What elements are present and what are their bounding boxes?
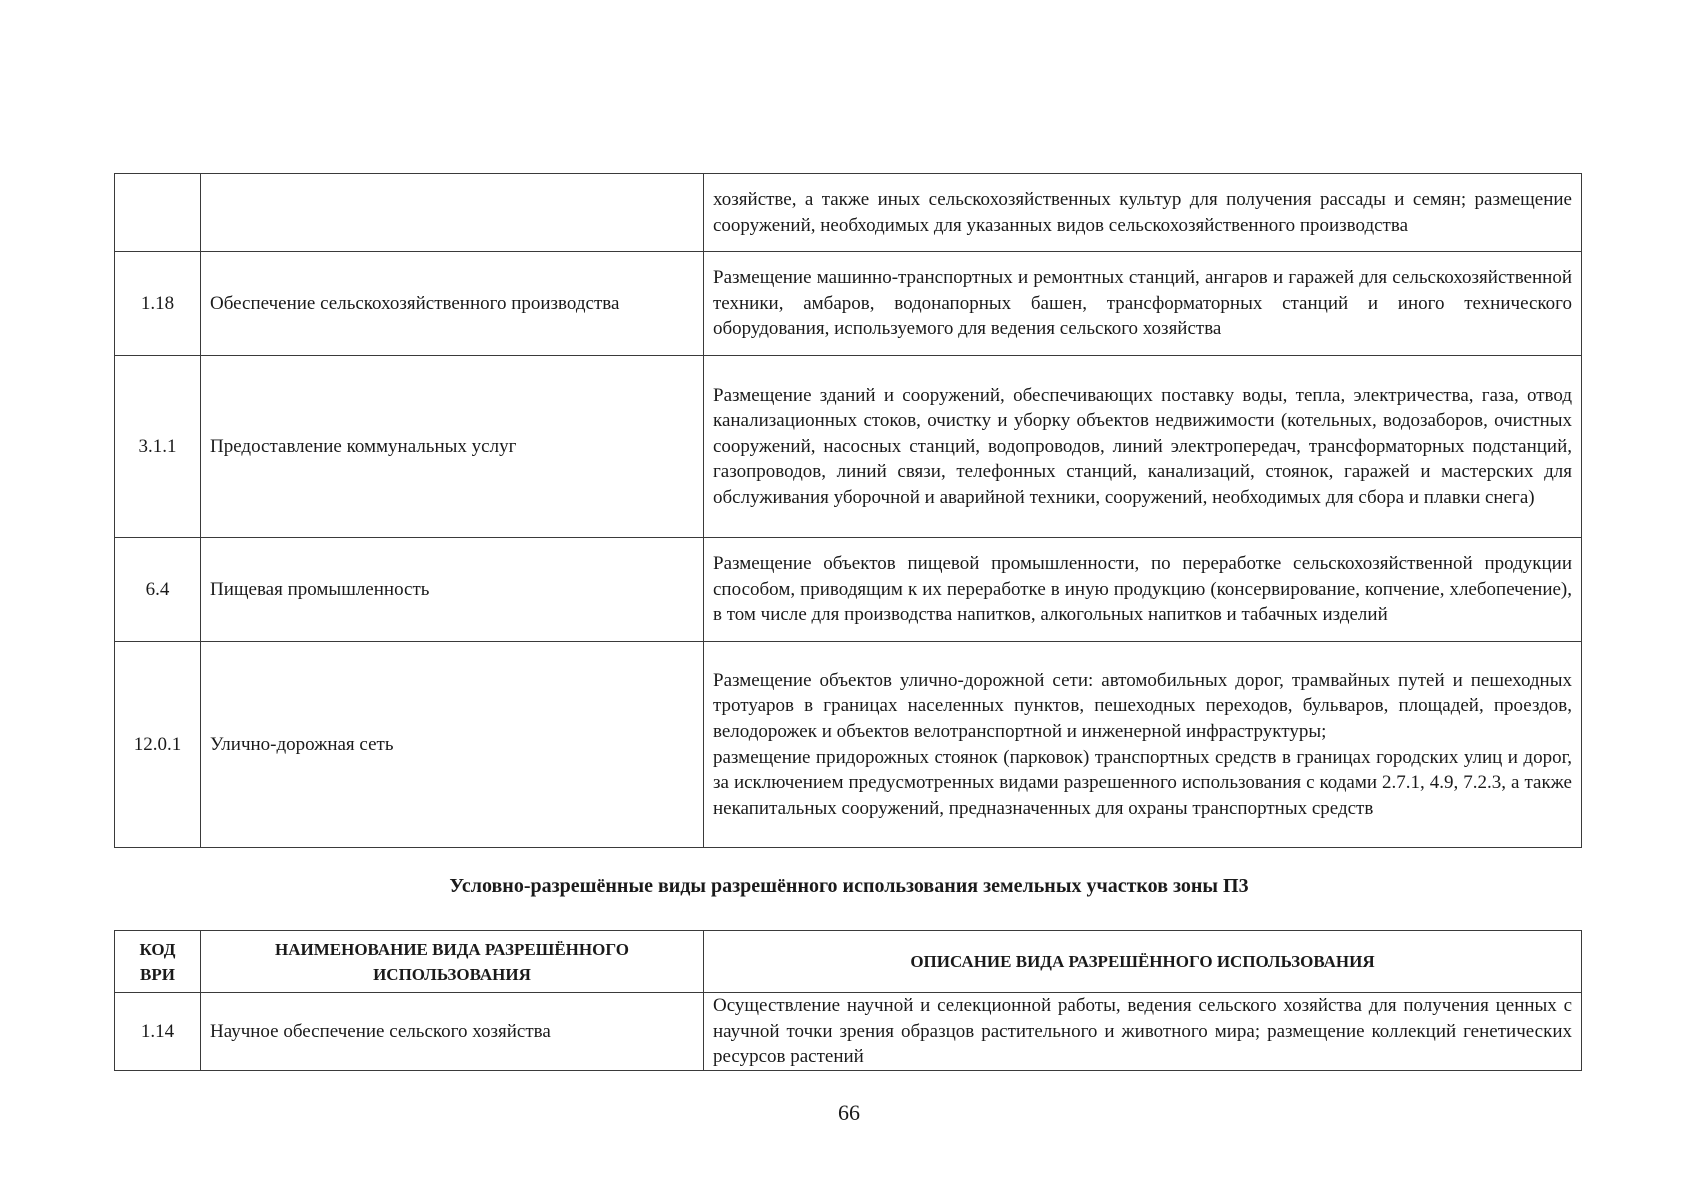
conditional-uses-table-body	[115, 993, 1582, 1071]
description-paragraph: Размещение зданий и сооружений, обеспечивающих поставку воды, тепла, электричества, газа, отвод канализационных стоков, очистку и уборку объектов недвижимости (котельных, водозаборов, очистных сооружений, насосных станций, водопроводов, линий электропередач, трансформаторных подстанций, газопроводов, линий связи, телефонных станций, канализаций, стоянок, гаражей и мастерских для обслуживания уборочной и аварийной техники, сооружений, необходимых для сбора и плавки снега)	[713, 384, 1572, 508]
permitted-uses-table-body	[115, 174, 1582, 848]
row-name: Обеспечение сельскохозяйственного производства	[201, 252, 704, 356]
table-row	[115, 174, 1582, 252]
header-name: НАИМЕНОВАНИЕ ВИДА РАЗРЕШЁННОГО ИСПОЛЬЗОВАНИЯ	[201, 931, 704, 993]
table-row	[115, 356, 1582, 538]
row-description	[704, 642, 1582, 848]
table-row	[115, 252, 1582, 356]
permitted-uses-table	[114, 173, 1582, 848]
description-paragraph: Размещение машинно-транспортных и ремонтных станций, ангаров и гаражей для сельскохозяйственной техники, амбаров, водонапорных башен, трансформаторных станций и иного технического оборудования, используемого для ведения сельского хозяйства	[713, 267, 1572, 340]
table-header-row	[115, 931, 1582, 993]
row-name: Улично-дорожная сеть	[201, 642, 704, 848]
row-code: 3.1.1	[115, 356, 201, 538]
header-code: КОД ВРИ	[115, 931, 201, 993]
description-paragraph: Размещение объектов пищевой промышленности, по переработке сельскохозяйственной продукции способом, приводящим к их переработке в иную продукцию (консервирование, копчение, хлебопечение), в том числе для производства напитков, алкогольных напитков и табачных изделий	[713, 553, 1572, 626]
row-code: 6.4	[115, 538, 201, 642]
row-code: 12.0.1	[115, 642, 201, 848]
table-row	[115, 642, 1582, 848]
description-paragraph: Осуществление научной и селекционной работы, ведения сельского хозяйства для получения ценных с научной точки зрения образцов растительного и животного мира; размещение коллекций генетических ресурсов растений	[713, 995, 1572, 1068]
row-name	[201, 174, 704, 252]
conditional-uses-table	[114, 930, 1582, 1071]
page-number: 66	[838, 1100, 860, 1125]
row-name: Научное обеспечение сельского хозяйства	[201, 993, 704, 1071]
row-code	[115, 174, 201, 252]
description-paragraph: хозяйстве, а также иных сельскохозяйственных культур для получения рассады и семян; размещение сооружений, необходимых для указанных видов сельскохозяйственного производства	[713, 188, 1572, 236]
description-paragraph: Размещение объектов улично-дорожной сети: автомобильных дорог, трамвайных путей и пешеходных тротуаров в границах населенных пунктов, пешеходных переходов, бульваров, площадей, проездов, велодорожек и объектов велотранспортной и инженерной инфраструктуры;	[713, 669, 1572, 742]
row-description	[704, 174, 1582, 252]
table-row	[115, 538, 1582, 642]
row-description	[704, 993, 1582, 1071]
table-row	[115, 993, 1582, 1071]
header-description: ОПИСАНИЕ ВИДА РАЗРЕШЁННОГО ИСПОЛЬЗОВАНИЯ	[704, 931, 1582, 993]
section-title: Условно-разрешённые виды разрешённого использования земельных участков зоны П3	[449, 875, 1249, 897]
row-description	[704, 356, 1582, 538]
row-name: Пищевая промышленность	[201, 538, 704, 642]
row-code: 1.18	[115, 252, 201, 356]
row-name: Предоставление коммунальных услуг	[201, 356, 704, 538]
row-code: 1.14	[115, 993, 201, 1071]
row-description	[704, 252, 1582, 356]
description-paragraph: размещение придорожных стоянок (парковок) транспортных средств в границах городских улиц и дорог, за исключением предусмотренных видами разрешенного использования с кодами 2.7.1, 4.9, 7.2.3, а также некапитальных сооружений, предназначенных для охраны транспортных средств	[713, 746, 1572, 819]
row-description	[704, 538, 1582, 642]
